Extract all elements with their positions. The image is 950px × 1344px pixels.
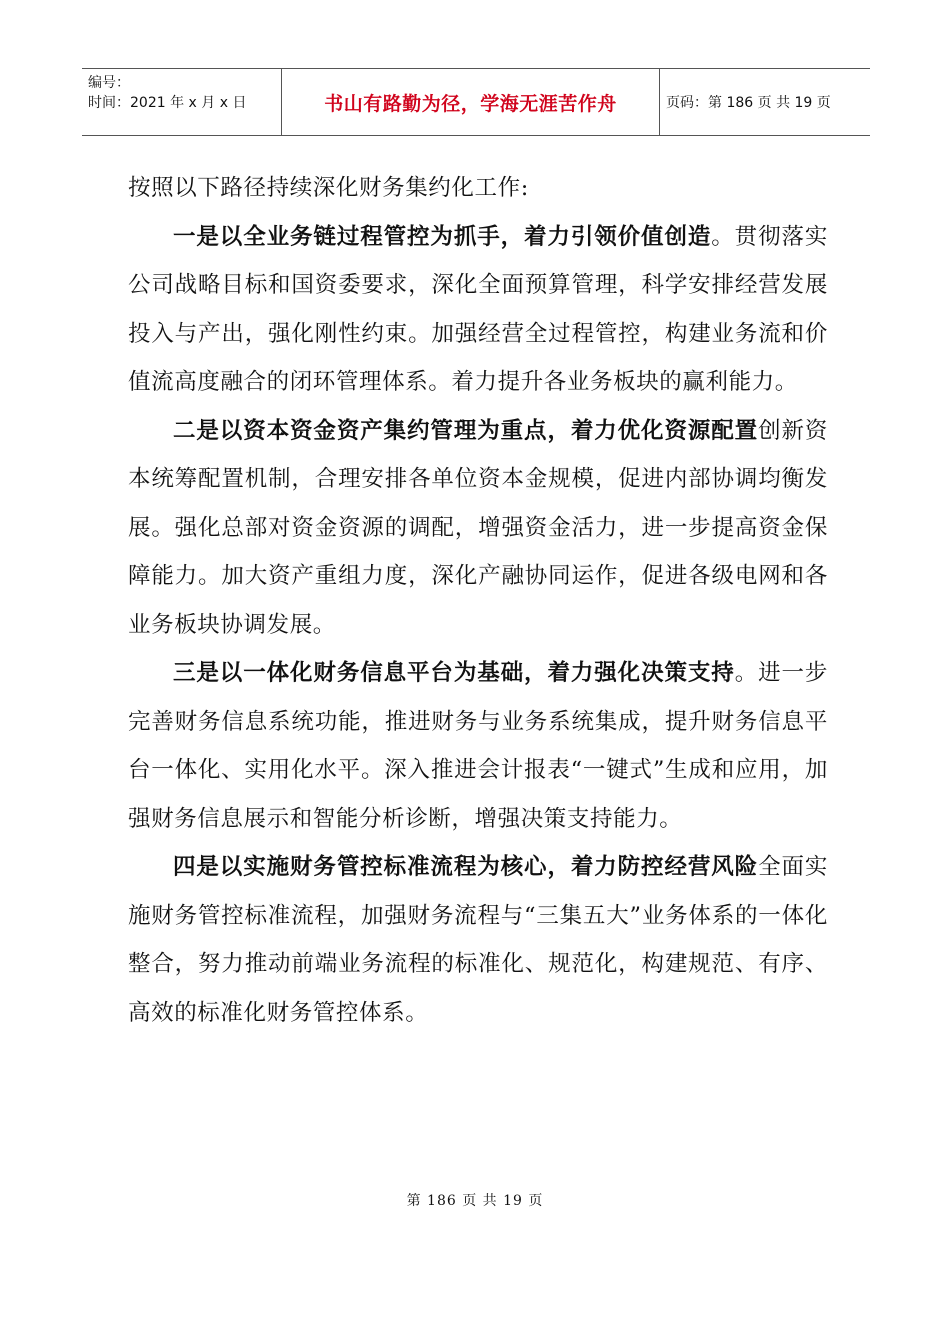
header-page-info: 页码：第 186 页 共 19 页 [666,95,831,111]
intro-paragraph: 按照以下路径持续深化财务集约化工作: [128,175,529,201]
section-text-2: 创新资本统筹配置机制，合理安排各单位资本金规模，促进内部协调均衡发展。强化总部对资金资源的调配，增强资金活力，进一步提高资金保障能力。加大资产重组力度，深化产融协同运作，促进各级电网和各业务板块协调发展。 [128,417,828,638]
section-text-4: 全面实施财务管控标准流程，加强财务流程与“三集五大”业务体系的一体化整合，努力推动前端业务流程的标准化、规范化，构建规范、有序、高效的标准化财务管控体系。 [128,854,828,1026]
section-paragraph-1 [128,213,828,407]
section-text-3: 。进一步完善财务信息系统功能，推进财务与业务系统集成，提升财务信息平台一体化、实用化水平。深入推进会计报表“一键式”生成和应用，加强财务信息展示和智能分析诊断，增强决策支持能力。 [128,660,828,832]
section-paragraph-2 [128,407,828,650]
header-meta-cell [82,69,282,135]
section-lead-2: 二是以资本资金资产集约管理为重点，着力优化资源配置 [173,417,759,444]
section-lead-3: 三是以一体化财务信息平台为基础，着力强化决策支持 [173,660,735,686]
section-paragraph-3 [128,649,828,843]
section-paragraph-4 [128,843,828,1037]
section-text-1: 。贯彻落实公司战略目标和国资委要求，深化全面预算管理，科学安排经营发展投入与产出，强化刚性约束。加强经营全过程管控，构建业务流和价值流高度融合的闭环管理体系。着力提升各业务板块的赢利能力。 [128,223,828,395]
page-footer: 第 186 页 共 19 页 [406,1193,544,1209]
section-lead-4: 四是以实施财务管控标准流程为核心，着力防控经营风险 [173,854,759,880]
document-body [128,164,828,1037]
section-lead-1: 一是以全业务链过程管控为抓手，着力引领价值创造 [173,223,712,250]
page-header [82,68,870,136]
document-code-label: 编号： [88,75,130,91]
header-motto: 书山有路勤为径，学海无涯苦作舟 [282,69,660,135]
document-date: 时间：2021 年 x 月 x 日 [88,95,247,111]
